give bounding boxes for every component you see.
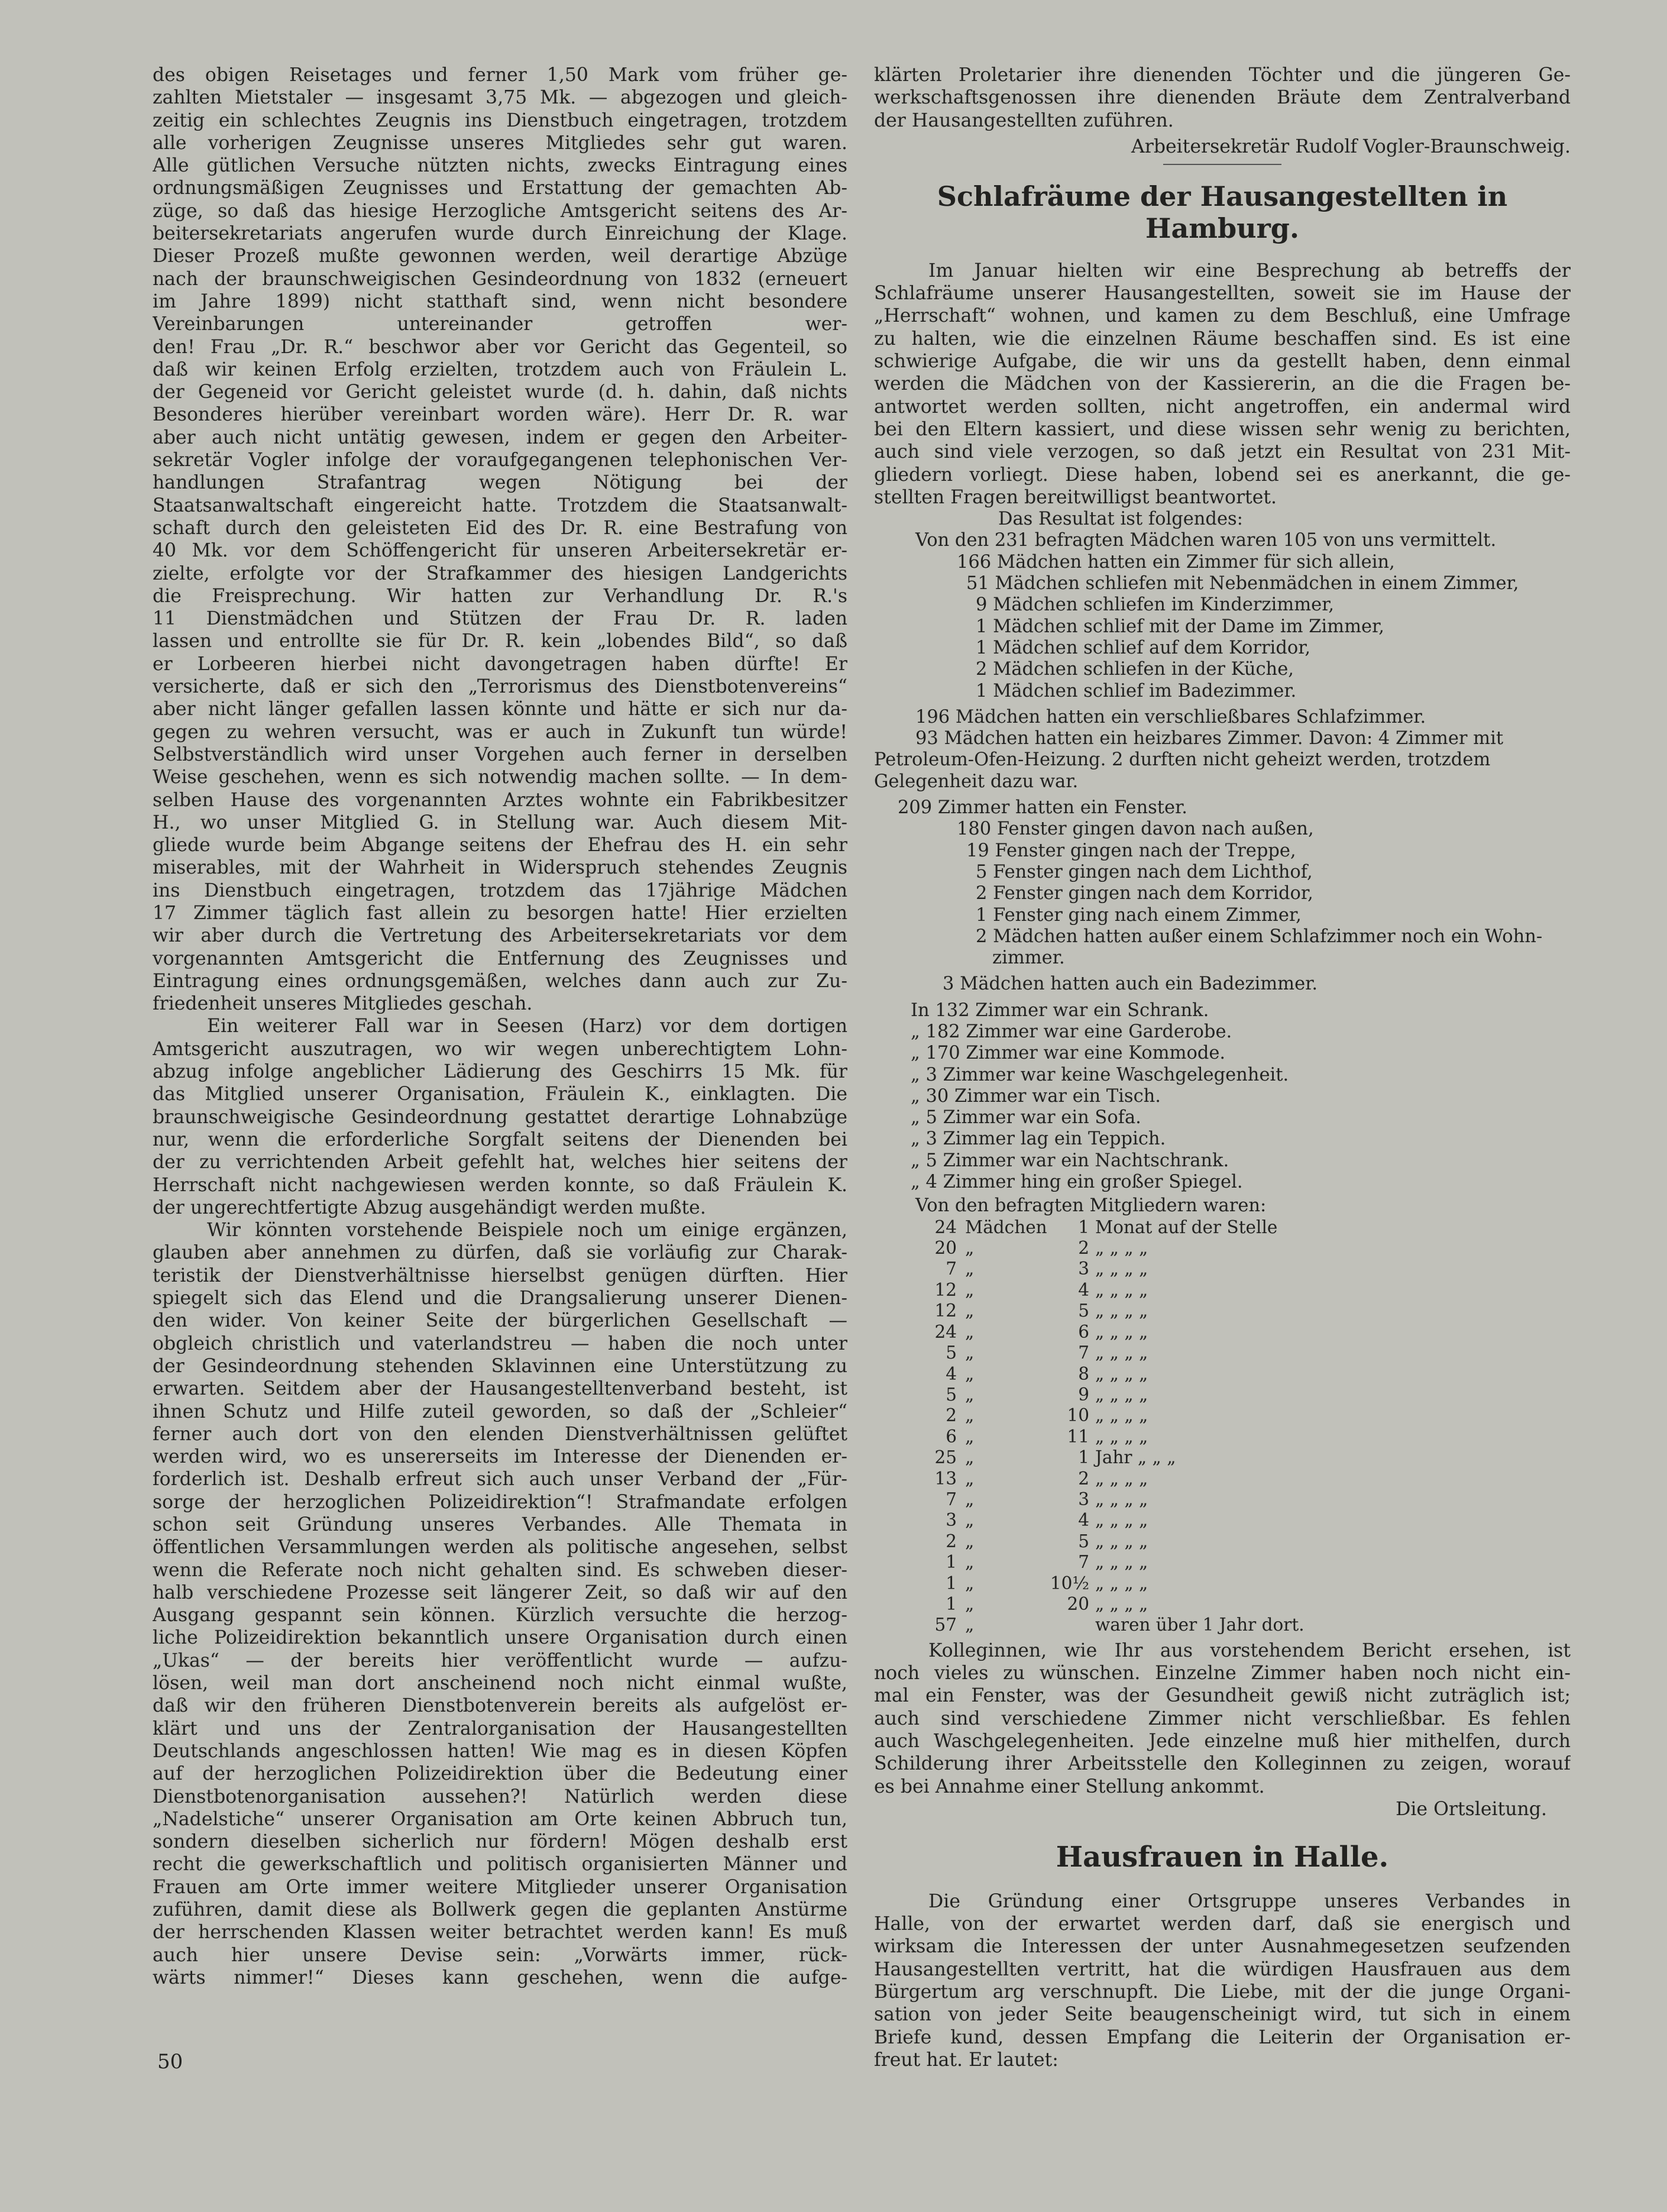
stay-cell: 7: [1078, 1552, 1089, 1573]
stay-cell: 11: [1067, 1426, 1089, 1447]
text-line: den! Frau „Dr. R.“ beschwor aber vor Gericht das Gegenteil, so: [153, 336, 847, 358]
text-line: auch sind verschiedene Zimmer nicht verschließbar. Es fehlen: [874, 1707, 1571, 1729]
stay-row: [874, 1280, 1571, 1301]
stay-cell: 4: [1078, 1510, 1089, 1531]
stay-cell: 13: [934, 1468, 957, 1489]
text-line: teristik der Dienstverhältnisse hierselbst genügen dürften. Hier: [153, 1265, 847, 1286]
text-line: zahlten Mietstaler — insgesamt 3,75 Mk. — abgezogen und gleich-: [153, 87, 847, 109]
result-line: „ 3 Zimmer war keine Waschgelegenheit.: [911, 1064, 1289, 1085]
stay-cell: „ „ „ „: [1095, 1384, 1148, 1405]
stay-cell: „: [965, 1426, 975, 1447]
text-line: braunschweigische Gesindeordnung gestattet derartige Lohnabzüge: [153, 1106, 847, 1128]
stay-cell: „ „ „ „: [1095, 1238, 1148, 1259]
text-line: gliedern vorliegt. Diese haben, lobend sei es anerkannt, die ge-: [874, 464, 1571, 486]
text-line: erwarten. Seitdem aber der Hausangestelltenverband besteht, ist: [153, 1378, 847, 1400]
text-line: lösen, weil man dort anscheinend noch nicht einmal wußte,: [153, 1673, 847, 1694]
result-line: „ 170 Zimmer war eine Kommode.: [911, 1043, 1226, 1064]
stay-cell: „ „ „ „: [1095, 1321, 1148, 1342]
result-line: In 132 Zimmer war ein Schrank.: [911, 1000, 1209, 1021]
text-line: noch vieles zu wünschen. Einzelne Zimmer haben noch nicht ein-: [874, 1663, 1571, 1684]
text-line: klärt und uns der Zentralorganisation der Hausangestellten: [153, 1718, 847, 1739]
result-line: 2 Mädchen hatten außer einem Schlafzimmer noch ein Wohn-: [976, 926, 1543, 947]
stay-cell: „ „ „ „: [1095, 1489, 1148, 1509]
hamburg-paragraph: [874, 260, 1571, 509]
stay-cell: 3: [946, 1510, 957, 1531]
stay-cell: „: [965, 1301, 975, 1321]
text-line: glauben aber annehmen zu dürfen, daß sie vorläufig zur Charak-: [153, 1242, 847, 1264]
stay-cell: „ „ „ „: [1095, 1593, 1148, 1614]
stay-cell: „ „ „ „: [1095, 1363, 1148, 1384]
result-line: Petroleum-Ofen-Heizung. 2 durften nicht geheizt werden, trotzdem: [874, 749, 1491, 771]
text-line: der zu verrichtenden Arbeit gefehlt hat, welches hier seitens der: [153, 1152, 847, 1173]
text-line: sondern dieselben sicherlich nur fördern! Mögen deshalb erst: [153, 1831, 847, 1853]
stay-row: [874, 1385, 1571, 1405]
text-line: schon seit Gründung unseres Verbandes. Alle Themata in: [153, 1514, 847, 1535]
stay-row: [874, 1364, 1571, 1385]
text-line: bei den Eltern kassiert, und diese wissen sehr wenig zu berichten,: [874, 418, 1571, 440]
stay-cell: „: [965, 1363, 975, 1384]
stay-row: [874, 1322, 1571, 1343]
stay-cell: 20: [1067, 1593, 1089, 1614]
text-line: daß wir keinen Erfolg erzielten, trotzdem auch von Fräulein L.: [153, 358, 847, 380]
text-line: auch Waschgelegenheiten. Jede einzelne muß hier mithelfen, durch: [874, 1730, 1571, 1752]
text-line: den wider. Von keiner Seite der bürgerlichen Gesellschaft —: [153, 1310, 847, 1332]
text-line: auch sind viele verzogen, so daß jetzt ein Resultat von 231 Mit-: [874, 441, 1571, 463]
right-column: [874, 64, 1571, 2071]
text-line: H., wo unser Mitglied G. in Stellung war. Auch diesem Mit-: [153, 811, 847, 833]
stay-cell: 4: [1078, 1279, 1089, 1300]
result-line: „ 4 Zimmer hing ein großer Spiegel.: [911, 1172, 1243, 1193]
stay-cell: „: [965, 1447, 975, 1468]
text-line: Hausangestellten vertritt, hat die würdigen Hausfrauen aus dem: [874, 1958, 1571, 1980]
text-line: der Gegeneid vor Gericht geleistet wurde (d. h. dahin, daß nichts: [153, 381, 847, 403]
stay-cell: Jahr „ „ „: [1095, 1447, 1176, 1468]
result-line: „ 30 Zimmer war ein Tisch.: [911, 1085, 1161, 1107]
text-line: ordnungsmäßigen Zeugnisses und Erstattung der gemachten Ab-: [153, 177, 847, 199]
stay-cell: 1: [946, 1552, 957, 1573]
stay-cell: „: [965, 1279, 975, 1300]
text-line: Schlafräume unserer Hausangestellten, soweit sie im Hause der: [874, 283, 1571, 305]
stay-cell: [1024, 1615, 1095, 1635]
stay-row: [874, 1343, 1571, 1363]
result-line: „ 3 Zimmer lag ein Teppich.: [911, 1128, 1166, 1150]
intro-continuation: [874, 64, 1571, 132]
text-line: Die Gründung einer Ortsgruppe unseres Verbandes in: [928, 1890, 1571, 1912]
stay-cell: „: [965, 1552, 975, 1573]
result-line: 166 Mädchen hatten ein Zimmer für sich allein,: [957, 551, 1395, 573]
stay-cell: 25: [934, 1447, 957, 1468]
stay-cell: 5: [1078, 1531, 1089, 1551]
result-line: Gelegenheit dazu war.: [874, 771, 1079, 792]
text-line: auf der herzoglichen Polizeidirektion über die Bedeutung einer: [153, 1763, 847, 1785]
text-line: 40 Mk. vor dem Schöffengericht für unseren Arbeitersekretär er-: [153, 540, 847, 562]
stay-table: [874, 1217, 1571, 1636]
text-line: werden die Mädchen von der Kassiererin, an die die Fragen be-: [874, 373, 1571, 395]
text-line: aber auch nicht untätig gewesen, indem er gegen den Arbeiter-: [153, 426, 847, 448]
results-list: [874, 530, 1571, 1193]
text-line: selben Hause des vorgenannten Arztes wohnte ein Fabrikbesitzer: [153, 789, 847, 811]
text-line: klärten Proletarier ihre dienenden Töchter und die jüngeren Ge-: [874, 64, 1571, 86]
stay-cell: „ „ „ „: [1095, 1510, 1148, 1531]
stay-cell: „: [965, 1321, 975, 1342]
text-line: liche Polizeidirektion bekanntlich unsere Organisation durch einen: [153, 1627, 847, 1649]
text-line: „Nadelstiche“ unserer Organisation am Orte keinen Abbruch tun,: [153, 1808, 847, 1830]
text-line: Bürgertum arg verschnupft. Die Liebe, mit der die junge Organi-: [874, 1981, 1571, 2003]
stay-cell: „: [965, 1343, 975, 1363]
text-line: Dienstbotenorganisation aussehen?! Natürlich werden diese: [153, 1786, 847, 1807]
closing-signature: Die Ortsleitung.: [1396, 1798, 1547, 1820]
text-line: schaft durch den geleisteten Eid des Dr. R. eine Bestrafung von: [153, 517, 847, 539]
stay-cell: 1: [946, 1573, 957, 1593]
stay-intro: Von den befragten Mitgliedern waren:: [915, 1195, 1267, 1217]
text-line: werkschaftsgenossen ihre dienenden Bräute dem Zentralverband: [874, 87, 1571, 109]
halle-paragraph: [874, 1890, 1571, 2071]
text-line: sekretär Vogler infolge der voraufgegangenen telephonischen Ver-: [153, 449, 847, 471]
stay-row: [874, 1594, 1571, 1615]
text-line: Wir könnten vorstehende Beispiele noch um einige ergänzen,: [207, 1220, 847, 1241]
stay-cell: 12: [934, 1279, 957, 1300]
text-line: recht die gewerkschaftlich und politisch organisierten Männer und: [153, 1854, 847, 1875]
stay-cell: „: [965, 1510, 975, 1531]
result-line: 1 Mädchen schlief mit der Dame im Zimmer,: [976, 616, 1384, 637]
text-line: er Lorbeeren hierbei nicht davongetragen haben dürfte! Er: [153, 653, 847, 675]
stay-cell: „ „ „ „: [1095, 1259, 1148, 1279]
text-line: der herrschenden Klassen weiter betrachtet werden kann! Es muß: [153, 1922, 847, 1943]
stay-cell: 24: [934, 1217, 957, 1237]
text-line: aber nicht länger gefallen lassen könnte und hätte er sich nur da-: [153, 698, 847, 720]
text-line: Eintragung eines ordnungsgemäßen, welches dann auch zur Zu-: [153, 970, 847, 992]
text-line: beitersekretariats angerufen wurde durch Einreichung der Klage.: [153, 223, 847, 245]
text-line: Kolleginnen, wie Ihr aus vorstehendem Bericht ersehen, ist: [928, 1639, 1571, 1661]
stay-cell: 3: [1078, 1259, 1089, 1279]
stay-cell: „ „ „ „: [1095, 1552, 1148, 1573]
stay-row: [874, 1552, 1571, 1573]
text-line: ihnen Schutz und Hilfe zuteil geworden, so daß der „Schleier“: [153, 1401, 847, 1422]
stay-cell: „: [965, 1531, 975, 1551]
stay-cell: „ „ „ „: [1095, 1426, 1148, 1447]
stay-cell: 6: [946, 1426, 957, 1447]
text-line: gliede wurde beim Abgange seitens der Ehefrau des H. ein sehr: [153, 835, 847, 856]
intro-signature: Arbeitersekretär Rudolf Vogler-Braunschweig.: [1131, 135, 1571, 157]
stay-cell: „ „ „ „: [1095, 1279, 1148, 1300]
result-line: 19 Fenster gingen nach der Treppe,: [966, 840, 1296, 861]
heading-hamburg: Schlafräume der Hausangestellten in Hamburg.: [937, 180, 1508, 244]
results-intro: Das Resultat ist folgendes:: [998, 509, 1243, 530]
text-line: Ein weiterer Fall war in Seesen (Harz) vor dem dortigen: [207, 1016, 847, 1037]
text-line: Besonderes hierüber vereinbart worden wäre). Herr Dr. R. war: [153, 404, 847, 426]
text-line: sorge der herzoglichen Polizeidirektion“! Strafmandate erfolgen: [153, 1491, 847, 1513]
text-line: des obigen Reisetages und ferner 1,50 Mark vom früher ge-: [153, 64, 847, 86]
stay-cell: „: [965, 1384, 975, 1405]
stay-cell: 7: [1078, 1343, 1089, 1363]
text-line: Deutschlands angeschlossen hatten! Wie mag es in diesen Köpfen: [153, 1740, 847, 1762]
section-divider: [1163, 164, 1281, 165]
stay-row: [874, 1489, 1571, 1510]
result-line: 9 Mädchen schliefen im Kinderzimmer,: [976, 594, 1335, 616]
text-line: schwierige Aufgabe, die wir uns da gestellt haben, denn einmal: [874, 351, 1571, 373]
result-line: 3 Mädchen hatten auch ein Badezimmer.: [943, 974, 1318, 995]
stay-cell: „ „ „ „: [1095, 1573, 1148, 1593]
stay-cell: 2: [946, 1531, 957, 1551]
stay-cell: „: [965, 1468, 975, 1489]
stay-cell: 2: [946, 1405, 957, 1426]
text-line: wir aber durch die Vertretung des Arbeitersekretariats vor dem: [153, 925, 847, 947]
text-line: Ausgang gespannt sein können. Kürzlich versuchte die herzog-: [153, 1605, 847, 1626]
stay-cell: „: [965, 1489, 975, 1509]
text-line: forderlich ist. Deshalb erfreut sich auch unser Verband der „Für-: [153, 1469, 847, 1490]
text-line: auch hier unsere Devise sein: „Vorwärts immer, rück-: [153, 1944, 847, 1966]
stay-cell: 10½: [1050, 1573, 1089, 1593]
result-line: zimmer.: [992, 947, 1065, 969]
text-line: Amtsgericht auszutragen, wo wir wegen unberechtigtem Lohn-: [153, 1038, 847, 1060]
text-line: Im Januar hielten wir eine Besprechung ab betreffs der: [928, 260, 1571, 282]
stay-cell: 7: [946, 1489, 957, 1509]
text-line: Weise geschehen, wenn es sich notwendig machen sollte. — In dem-: [153, 767, 847, 788]
text-line: werden wird, wo es unsererseits im Interesse der Dienenden er-: [153, 1446, 847, 1468]
stay-cell: 7: [946, 1259, 957, 1279]
result-line: 51 Mädchen schliefen mit Nebenmädchen in einem Zimmer,: [966, 573, 1519, 594]
text-line: handlungen Strafantrag wegen Nötigung bei der: [153, 472, 847, 494]
closing-paragraph: [874, 1639, 1571, 1798]
stay-cell: 1: [1078, 1447, 1089, 1468]
text-line: die Freisprechung. Wir hatten zur Verhandlung Dr. R.'s: [153, 585, 847, 607]
stay-cell: 5: [946, 1384, 957, 1405]
left-column: [153, 64, 847, 1989]
text-line: Staatsanwaltschaft eingereicht hatte. Trotzdem die Staatsanwalt-: [153, 494, 847, 516]
stay-cell: 5: [946, 1343, 957, 1363]
text-line: vorgenannten Amtsgericht die Entfernung des Zeugnisses und: [153, 947, 847, 969]
stay-cell: 2: [1078, 1238, 1089, 1259]
text-line: obgleich christlich und vaterlandstreu — haben die noch unter: [153, 1333, 847, 1354]
stay-row: [874, 1615, 1571, 1635]
stay-row: [874, 1301, 1571, 1321]
text-line: das Mitglied unserer Organisation, Fräulein K., einklagten. Die: [153, 1084, 847, 1105]
result-line: 2 Mädchen schliefen in der Küche,: [976, 659, 1294, 680]
stay-cell: 8: [1078, 1363, 1089, 1384]
result-line: 196 Mädchen hatten ein verschließbares Schlafzimmer.: [915, 706, 1426, 727]
stay-cell: Monat auf der Stelle: [1095, 1217, 1278, 1237]
text-line: 17 Zimmer täglich fast allein zu besorgen hatte! Hier erzielten: [153, 902, 847, 924]
stay-cell: waren über 1 Jahr dort.: [1095, 1615, 1305, 1635]
stay-row: [874, 1510, 1571, 1531]
text-line: der Hausangestellten zuführen.: [874, 109, 1174, 131]
text-line: Herrschaft nicht nachgewiesen werden konnte, so daß Fräulein K.: [153, 1174, 847, 1196]
stay-cell: 1: [946, 1593, 957, 1614]
text-line: wenn die Referate noch nicht gehalten sind. Es schweben dieser-: [153, 1559, 847, 1581]
stay-cell: 12: [934, 1301, 957, 1321]
text-line: Frauen am Orte immer weitere Mitglieder unserer Organisation: [153, 1876, 847, 1898]
stay-cell: „: [965, 1615, 975, 1635]
text-line: stellten Fragen bereitwilligst beantwortet.: [874, 486, 1277, 508]
text-line: Halle, von der erwartet werden darf, daß sie energisch und: [874, 1913, 1571, 1935]
text-line: miserables, mit der Wahrheit in Widerspruch stehendes Zeugnis: [153, 857, 847, 879]
stay-cell: Mädchen: [965, 1217, 1047, 1237]
stay-row: [874, 1427, 1571, 1447]
result-line: „ 182 Zimmer war eine Garderobe.: [911, 1021, 1232, 1042]
result-line: 1 Fenster ging nach einem Zimmer,: [976, 904, 1302, 926]
text-line: der Gesindeordnung stehenden Sklavinnen eine Unterstützung zu: [153, 1355, 847, 1377]
text-line: daß wir den früheren Dienstbotenverein bereits als aufgelöst er-: [153, 1695, 847, 1717]
stay-cell: 4: [946, 1363, 957, 1384]
text-line: 11 Dienstmädchen und Stützen der Frau Dr. R. laden: [153, 608, 847, 630]
stay-row: [874, 1238, 1571, 1259]
text-line: gegen zu wehren versucht, was er auch in Zukunft tun würde!: [153, 721, 847, 743]
stay-cell: 2: [1078, 1468, 1089, 1489]
text-line: nur, wenn die erforderliche Sorgfalt seitens der Dienenden bei: [153, 1128, 847, 1150]
stay-cell: 20: [934, 1238, 957, 1259]
stay-cell: „ „ „ „: [1095, 1531, 1148, 1551]
text-line: lassen und entrollte sie für Dr. R. kein „lobendes Bild“, so daß: [153, 630, 847, 652]
result-line: 1 Mädchen schlief auf dem Korridor,: [976, 637, 1311, 658]
text-line: versicherte, daß er sich den „Terrorismus des Dienstbotenvereins“: [153, 676, 847, 698]
text-line: wirksam die Interessen der unter Ausnahmegesetzen seufzenden: [874, 1936, 1571, 1958]
stay-cell: „: [965, 1259, 975, 1279]
text-line: zeitig ein schlechtes Zeugnis ins Dienstbuch eingetragen, trotzdem: [153, 109, 847, 131]
text-line: Dieser Prozeß mußte gewonnen werden, weil derartige Abzüge: [153, 245, 847, 267]
text-line: alle vorherigen Zeugnisse unseres Mitgliedes sehr gut waren.: [153, 132, 847, 154]
stay-cell: 24: [934, 1321, 957, 1342]
text-line: mal ein Fenster, was der Gesundheit gewiß nicht zuträglich ist;: [874, 1685, 1571, 1707]
stay-row: [874, 1217, 1571, 1238]
text-line: halb verschiedene Prozesse seit längerer Zeit, so daß wir auf den: [153, 1582, 847, 1603]
result-line: 1 Mädchen schlief im Badezimmer.: [976, 680, 1297, 701]
text-line: abzug infolge angeblicher Lädierung des Geschirrs 15 Mk. für: [153, 1061, 847, 1083]
stay-row: [874, 1469, 1571, 1489]
text-line: wärts nimmer!“ Dieses kann geschehen, wenn die aufge-: [153, 1967, 847, 1988]
stay-row: [874, 1573, 1571, 1594]
result-line: 2 Fenster gingen nach dem Korridor,: [976, 883, 1313, 904]
text-line: zielte, erfolgte vor der Strafkammer des hiesigen Landgerichts: [153, 562, 847, 584]
stay-row: [874, 1259, 1571, 1279]
text-line: züge, so daß das hiesige Herzogliche Amtsgericht seitens des Ar-: [153, 200, 847, 222]
stay-cell: 5: [1078, 1301, 1089, 1321]
stay-row: [874, 1447, 1571, 1468]
text-line: ins Dienstbuch eingetragen, trotzdem das 17jährige Mädchen: [153, 879, 847, 901]
page-number: 50: [157, 2050, 183, 2074]
stay-row: [874, 1405, 1571, 1426]
stay-cell: „ „ „ „: [1095, 1405, 1148, 1426]
text-line: Alle gütlichen Versuche nützten nichts, zwecks Eintragung eines: [153, 155, 847, 177]
text-line: spiegelt sich das Elend und die Drangsalierung unserer Dienen-: [153, 1288, 847, 1309]
text-line: öffentlichen Versammlungen werden als politische angesehen, selbst: [153, 1537, 847, 1558]
stay-cell: 3: [1078, 1489, 1089, 1509]
text-line: freut hat. Er lautet:: [874, 2049, 1059, 2071]
text-line: antwortet werden sollten, nicht angetroffen, ein andermal wird: [874, 396, 1571, 418]
stay-cell: „: [965, 1405, 975, 1426]
heading-halle: Hausfrauen in Halle.: [1056, 1840, 1389, 1874]
result-line: 209 Zimmer hatten ein Fenster.: [898, 797, 1187, 819]
stay-row: [874, 1531, 1571, 1552]
result-line: „ 5 Zimmer war ein Sofa.: [911, 1107, 1141, 1128]
stay-cell: „ „ „ „: [1095, 1468, 1148, 1489]
text-line: friedenheit unseres Mitgliedes geschah.: [153, 993, 533, 1015]
text-line: Selbstverständlich wird unser Vorgehen auch ferner in derselben: [153, 743, 847, 765]
text-line: nach der braunschweigischen Gesindeordnung von 1832 (erneuert: [153, 268, 847, 290]
result-line: 180 Fenster gingen davon nach außen,: [957, 819, 1314, 840]
stay-cell: 9: [1078, 1384, 1089, 1405]
text-line: es bei Annahme einer Stellung ankommt.: [874, 1776, 1265, 1797]
stay-cell: 10: [1067, 1405, 1089, 1426]
text-line: Briefe kund, dessen Empfang die Leiterin der Organisation er-: [874, 2026, 1571, 2048]
text-line: zuführen, damit diese als Bollwerk gegen die geplanten Anstürme: [153, 1899, 847, 1921]
stay-cell: 1: [1078, 1217, 1089, 1237]
text-line: „Ukas“ — der bereits hier veröffentlicht wurde — aufzu-: [153, 1650, 847, 1671]
stay-cell: „: [965, 1593, 975, 1614]
stay-cell: „ „ „ „: [1095, 1343, 1148, 1363]
text-line: sation von jeder Seite beaugenscheinigt wird, tut sich in einem: [874, 2004, 1571, 2026]
text-line: Vereinbarungen untereinander getroffen wer-: [153, 313, 847, 335]
text-line: ferner auch dort von den elenden Dienstverhältnissen gelüftet: [153, 1423, 847, 1445]
result-line: 5 Fenster gingen nach dem Lichthof,: [976, 861, 1313, 882]
result-line: 93 Mädchen hatten ein heizbares Zimmer. Davon: 4 Zimmer mit: [915, 728, 1504, 749]
text-line: Schilderung ihrer Arbeitsstelle den Kolleginnen zu zeigen, worauf: [874, 1753, 1571, 1775]
text-line: zu halten, wie die einzelnen Räume beschaffen sind. Es ist eine: [874, 328, 1571, 350]
text-line: im Jahre 1899) nicht statthaft sind, wenn nicht besondere: [153, 290, 847, 312]
result-line: Von den 231 befragten Mädchen waren 105 von uns vermittelt.: [915, 530, 1497, 551]
stay-cell: 6: [1078, 1321, 1089, 1342]
stay-cell: „ „ „ „: [1095, 1301, 1148, 1321]
result-line: „ 5 Zimmer war ein Nachtschrank.: [911, 1150, 1229, 1171]
text-line: „Herrschaft“ wohnen, und kamen zu dem Beschluß, eine Umfrage: [874, 305, 1571, 327]
stay-cell: „: [965, 1573, 975, 1593]
stay-cell: 57: [934, 1615, 957, 1635]
text-line: der ungerechtfertigte Abzug ausgehändigt werden mußte.: [153, 1196, 706, 1218]
stay-cell: „: [965, 1238, 975, 1259]
